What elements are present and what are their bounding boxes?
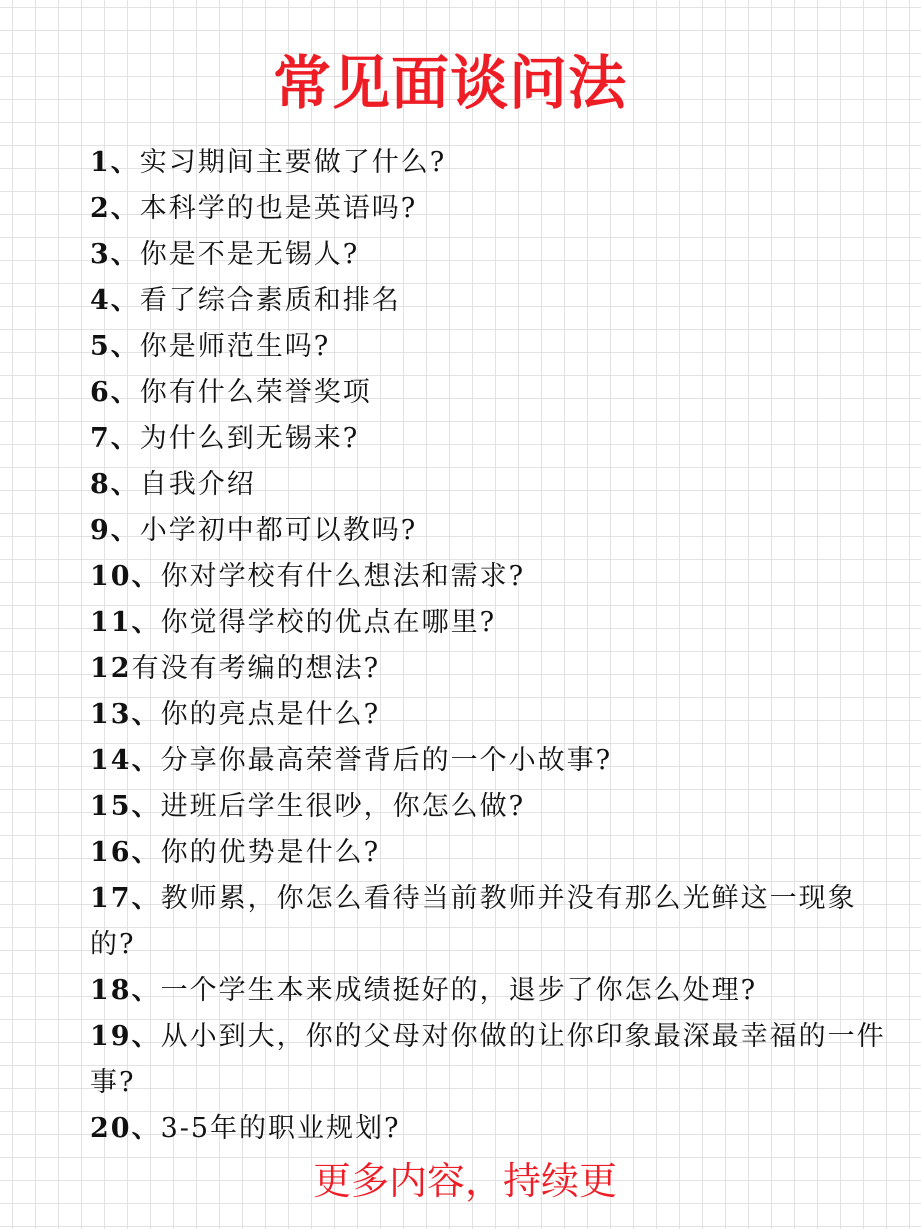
question-text: 本科学的也是英语吗? [139, 193, 418, 224]
question-text: 为什么到无锡来? [139, 423, 360, 454]
question-number: 20 [90, 1113, 132, 1144]
question-separator: 、 [131, 745, 161, 776]
list-item [90, 784, 890, 830]
page-title: 常见面谈问法 [272, 49, 627, 117]
question-text: 教师累，你怎么看待当前教师并没有那么光鲜这一现象的? [90, 883, 857, 960]
question-number: 13 [90, 699, 132, 730]
list-item [90, 876, 890, 968]
question-number: 2 [90, 193, 111, 224]
list-item [90, 186, 890, 232]
list-item [90, 554, 890, 600]
question-text: 进班后学生很吵，你怎么做? [160, 791, 526, 822]
question-number: 8 [90, 469, 111, 500]
question-separator: 、 [110, 377, 140, 408]
question-text: 实习期间主要做了什么? [139, 147, 447, 178]
question-text: 从小到大，你的父母对你做的让你印象最深最幸福的一件事? [90, 1021, 886, 1098]
question-number: 4 [90, 285, 111, 316]
question-number: 1 [90, 147, 111, 178]
question-text: 有没有考编的想法? [131, 653, 381, 684]
question-number: 10 [90, 561, 132, 592]
question-separator: 、 [110, 193, 140, 224]
question-text: 自我介绍 [139, 469, 256, 500]
question-separator: 、 [131, 791, 161, 822]
question-number: 5 [90, 331, 111, 362]
list-item [90, 738, 890, 784]
question-text: 你的亮点是什么? [160, 699, 381, 730]
question-number: 12 [90, 653, 132, 684]
question-separator: 、 [110, 239, 140, 270]
list-item [90, 416, 890, 462]
list-item [90, 646, 890, 692]
question-separator: 、 [131, 837, 161, 868]
question-number: 11 [90, 607, 132, 638]
list-item [90, 462, 890, 508]
question-separator: 、 [131, 1021, 161, 1052]
list-item [90, 508, 890, 554]
question-number: 3 [90, 239, 111, 270]
question-separator: 、 [110, 515, 140, 546]
question-text: 你觉得学校的优点在哪里? [160, 607, 497, 638]
question-separator: 、 [131, 607, 161, 638]
list-item [90, 232, 890, 278]
question-separator: 、 [131, 1113, 161, 1144]
list-item [90, 830, 890, 876]
question-text: 3-5年的职业规划? [160, 1113, 401, 1144]
question-text: 一个学生本来成绩挺好的，退步了你怎么处理? [160, 975, 758, 1006]
question-separator: 、 [131, 699, 161, 730]
question-text: 分享你最高荣誉背后的一个小故事? [160, 745, 613, 776]
question-separator: 、 [131, 561, 161, 592]
list-item [90, 278, 890, 324]
question-number: 16 [90, 837, 132, 868]
list-item [90, 1014, 890, 1106]
list-item [90, 968, 890, 1014]
question-number: 7 [90, 423, 111, 454]
question-text: 你有什么荣誉奖项 [139, 377, 372, 408]
question-text: 你是师范生吗? [139, 331, 331, 362]
question-text: 你对学校有什么想法和需求? [160, 561, 526, 592]
footer-note: 更多内容，持续更 [312, 1159, 617, 1203]
question-text: 你的优势是什么? [160, 837, 381, 868]
question-separator: 、 [110, 331, 140, 362]
question-separator: 、 [131, 975, 161, 1006]
question-separator: 、 [110, 423, 140, 454]
question-separator: 、 [131, 883, 161, 914]
list-item [90, 324, 890, 370]
question-separator: 、 [110, 285, 140, 316]
question-text: 看了综合素质和排名 [139, 285, 401, 316]
list-item [90, 692, 890, 738]
question-text: 你是不是无锡人? [139, 239, 360, 270]
question-separator: 、 [110, 469, 140, 500]
list-item [90, 370, 890, 416]
list-item [90, 600, 890, 646]
question-list [90, 140, 890, 1152]
question-number: 6 [90, 377, 111, 408]
question-number: 18 [90, 975, 132, 1006]
list-item [90, 1106, 890, 1152]
question-number: 19 [90, 1021, 132, 1052]
question-number: 17 [90, 883, 132, 914]
question-number: 9 [90, 515, 111, 546]
question-text: 小学初中都可以教吗? [139, 515, 418, 546]
question-number: 15 [90, 791, 132, 822]
question-number: 14 [90, 745, 132, 776]
list-item [90, 140, 890, 186]
question-separator: 、 [110, 147, 140, 178]
